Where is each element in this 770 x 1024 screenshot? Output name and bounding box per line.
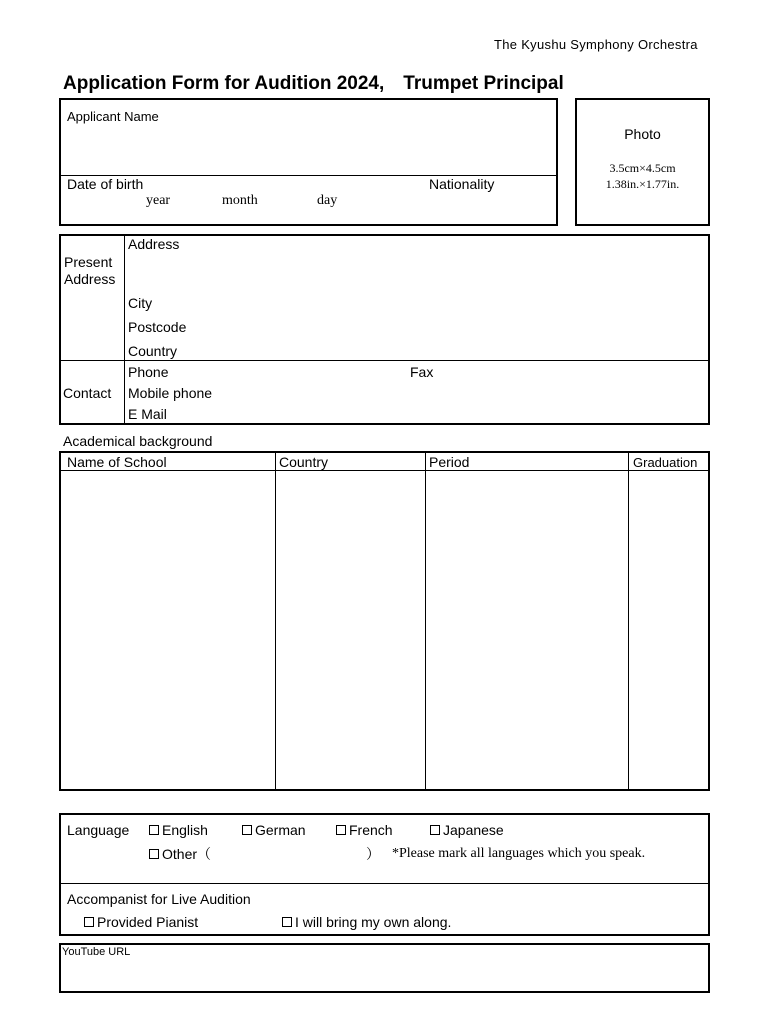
divider (124, 235, 125, 424)
accompanist-option-provided[interactable] (84, 914, 198, 930)
nationality-label: Nationality (429, 176, 495, 192)
mobile-phone-label: Mobile phone (128, 385, 213, 401)
column-header-school: Name of School (67, 454, 167, 470)
applicant-name-field[interactable] (60, 125, 556, 173)
phone-label: Phone (128, 364, 169, 380)
graduation-field[interactable] (630, 472, 708, 789)
photo-size-cm: 3.5cm×4.5cm (609, 161, 676, 175)
present-address-label-line1: Present (64, 254, 113, 270)
fax-label: Fax (410, 364, 434, 380)
divider (60, 360, 709, 361)
checkbox[interactable] (149, 849, 159, 859)
phone-field[interactable] (180, 362, 405, 382)
accompanist-label: Accompanist for Live Audition (67, 891, 251, 907)
language-option-english[interactable] (149, 822, 208, 838)
option-label: English (162, 822, 208, 838)
dob-day-label: day (317, 193, 338, 208)
dob-year-label: year (146, 193, 171, 208)
language-option-japanese[interactable] (430, 822, 504, 838)
city-label: City (128, 295, 153, 311)
divider (60, 883, 709, 884)
language-note: *Please mark all languages which you speak. (392, 846, 646, 861)
checkbox[interactable] (282, 917, 292, 927)
checkbox[interactable] (242, 825, 252, 835)
academic-section-label: Academical background (63, 433, 213, 449)
language-option-german[interactable] (242, 822, 306, 838)
address-label: Address (128, 236, 180, 252)
checkbox[interactable] (336, 825, 346, 835)
column-divider (628, 452, 629, 790)
column-header-country: Country (279, 454, 329, 470)
language-label: Language (67, 822, 130, 838)
option-label: Japanese (443, 822, 504, 838)
option-label: Other（ (162, 846, 212, 862)
language-option-other[interactable] (149, 846, 211, 862)
column-header-period: Period (429, 454, 470, 470)
option-label: I will bring my own along. (295, 914, 452, 930)
contact-label: Contact (63, 385, 112, 401)
school-name-field[interactable] (61, 472, 274, 789)
checkbox[interactable] (84, 917, 94, 927)
school-period-field[interactable] (427, 472, 627, 789)
city-field[interactable] (160, 295, 705, 315)
language-other-field[interactable] (215, 844, 365, 864)
present-address-label-line2: Address (64, 271, 116, 287)
country-field[interactable] (190, 341, 705, 359)
language-option-french[interactable] (336, 822, 393, 838)
column-divider (275, 452, 276, 790)
checkbox[interactable] (430, 825, 440, 835)
column-header-graduation: Graduation (633, 455, 698, 470)
option-label: German (255, 822, 306, 838)
checkbox[interactable] (149, 825, 159, 835)
language-other-close: ） (366, 846, 380, 862)
organization-name: The Kyushu Symphony Orchestra (494, 37, 698, 52)
applicant-name-label: Applicant Name (67, 109, 159, 124)
table-header-divider (60, 470, 709, 471)
fax-field[interactable] (440, 362, 705, 382)
form-title: Application Form for Audition 2024, Trumpet Principal (63, 73, 564, 94)
youtube-url-field[interactable] (62, 960, 707, 990)
country-label: Country (128, 343, 178, 359)
option-label: French (349, 822, 393, 838)
email-label: E Mail (128, 406, 167, 422)
dob-label: Date of birth (67, 176, 144, 192)
postcode-label: Postcode (128, 319, 187, 335)
postcode-field[interactable] (200, 319, 705, 339)
school-country-field[interactable] (277, 472, 424, 789)
option-label: Provided Pianist (97, 914, 199, 930)
address-field[interactable] (185, 236, 705, 294)
dob-month-label: month (222, 193, 258, 208)
photo-size-in: 1.38in.×1.77in. (605, 177, 680, 191)
email-field[interactable] (175, 404, 705, 423)
youtube-url-label: YouTube URL (62, 946, 131, 958)
mobile-phone-field[interactable] (225, 383, 705, 403)
accompanist-option-own[interactable] (282, 914, 451, 930)
column-divider (425, 452, 426, 790)
nationality-field[interactable] (425, 194, 555, 224)
photo-label: Photo (624, 126, 661, 142)
dob-field[interactable] (60, 177, 420, 224)
